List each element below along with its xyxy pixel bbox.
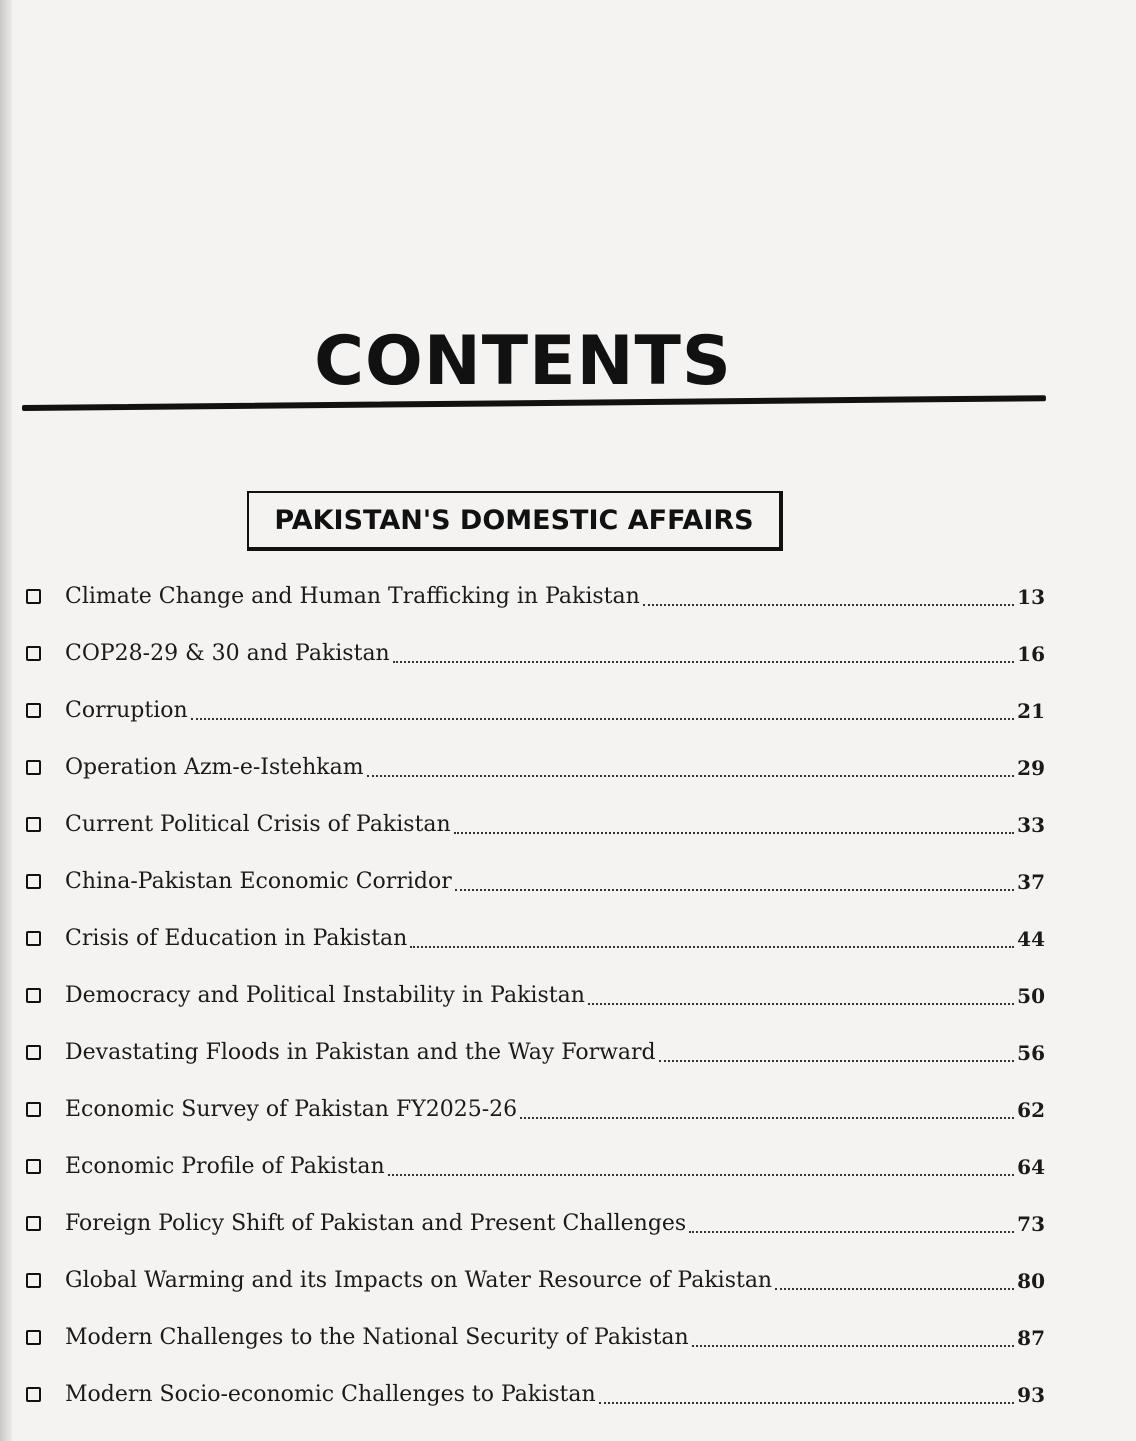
toc-entry-page: 93: [1017, 1382, 1045, 1407]
checkbox-bullet-icon: [26, 817, 41, 832]
toc-entry-page: 87: [1017, 1325, 1045, 1350]
dot-leader: [588, 1003, 1014, 1005]
checkbox-bullet-icon: [26, 589, 41, 604]
toc-entry-page: 33: [1017, 812, 1045, 837]
toc-entry[interactable]: [20, 568, 1045, 625]
dot-leader: [388, 1174, 1015, 1176]
section-heading-label: PAKISTAN'S DOMESTIC AFFAIRS: [274, 504, 754, 536]
checkbox-bullet-icon: [26, 1216, 41, 1231]
toc-entry-title: Democracy and Political Instability in Pakistan: [65, 983, 585, 1008]
toc-entry[interactable]: [20, 1138, 1045, 1195]
checkbox-bullet-icon: [26, 1273, 41, 1288]
toc-entry[interactable]: [20, 625, 1045, 682]
dot-leader: [410, 946, 1014, 948]
checkbox-bullet-icon: [26, 874, 41, 889]
dot-leader: [520, 1117, 1014, 1119]
page-edge: [0, 0, 12, 1441]
toc-entry-title: Global Warming and its Impacts on Water Resource of Pakistan: [65, 1268, 773, 1293]
table-of-contents: [20, 568, 1045, 1423]
section-heading: [247, 491, 783, 551]
toc-entry-page: 21: [1017, 698, 1045, 723]
checkbox-bullet-icon: [26, 931, 41, 946]
checkbox-bullet-icon: [26, 703, 41, 718]
checkbox-bullet-icon: [26, 1045, 41, 1060]
toc-entry-page: 29: [1017, 755, 1045, 780]
toc-entry[interactable]: [20, 1252, 1045, 1309]
dot-leader: [692, 1345, 1014, 1347]
checkbox-bullet-icon: [26, 760, 41, 775]
checkbox-bullet-icon: [26, 1159, 41, 1174]
dot-leader: [191, 718, 1015, 720]
toc-entry[interactable]: [20, 1024, 1045, 1081]
dot-leader: [455, 889, 1014, 891]
toc-entry-page: 50: [1017, 983, 1045, 1008]
toc-entry[interactable]: [20, 796, 1045, 853]
dot-leader: [659, 1060, 1015, 1062]
toc-entry-title: Modern Challenges to the National Security of Pakistan: [65, 1325, 689, 1350]
dot-leader: [367, 775, 1015, 777]
dot-leader: [454, 832, 1014, 834]
toc-entry[interactable]: [20, 1195, 1045, 1252]
toc-entry-title: Modern Socio-economic Challenges to Pakistan: [65, 1382, 596, 1407]
toc-entry[interactable]: [20, 1081, 1045, 1138]
toc-entry-title: COP28-29 & 30 and Pakistan: [65, 641, 390, 666]
toc-entry-title: Crisis of Education in Pakistan: [65, 926, 408, 951]
toc-entry-page: 13: [1017, 584, 1045, 609]
dot-leader: [689, 1231, 1014, 1233]
toc-entry-title: Foreign Policy Shift of Pakistan and Present Challenges: [65, 1211, 687, 1236]
toc-entry[interactable]: [20, 739, 1045, 796]
toc-entry-title: Economic Survey of Pakistan FY2025-26: [65, 1097, 518, 1122]
toc-entry-title: Devastating Floods in Pakistan and the Way Forward: [65, 1040, 656, 1065]
toc-entry-page: 56: [1017, 1040, 1045, 1065]
toc-entry-page: 64: [1017, 1154, 1045, 1179]
toc-entry-title: Climate Change and Human Trafficking in Pakistan: [65, 584, 640, 609]
toc-entry-title: Corruption: [65, 698, 188, 723]
toc-entry-page: 62: [1017, 1097, 1045, 1122]
toc-entry-page: 80: [1017, 1268, 1045, 1293]
toc-entry-page: 37: [1017, 869, 1045, 894]
toc-entry[interactable]: [20, 682, 1045, 739]
toc-entry-page: 16: [1017, 641, 1045, 666]
checkbox-bullet-icon: [26, 1330, 41, 1345]
toc-entry[interactable]: [20, 1366, 1045, 1423]
dot-leader: [643, 604, 1014, 606]
toc-entry[interactable]: [20, 910, 1045, 967]
toc-entry[interactable]: [20, 853, 1045, 910]
toc-entry-title: China-Pakistan Economic Corridor: [65, 869, 452, 894]
dot-leader: [775, 1288, 1014, 1290]
toc-entry-page: 73: [1017, 1211, 1045, 1236]
dot-leader: [599, 1402, 1014, 1404]
toc-entry[interactable]: [20, 967, 1045, 1024]
dot-leader: [393, 661, 1014, 663]
toc-entry-page: 44: [1017, 926, 1045, 951]
page-title: CONTENTS: [314, 322, 732, 401]
checkbox-bullet-icon: [26, 646, 41, 661]
toc-entry-title: Operation Azm-e-Istehkam: [65, 755, 364, 780]
checkbox-bullet-icon: [26, 1387, 41, 1402]
checkbox-bullet-icon: [26, 988, 41, 1003]
toc-entry-title: Current Political Crisis of Pakistan: [65, 812, 451, 837]
checkbox-bullet-icon: [26, 1102, 41, 1117]
toc-entry[interactable]: [20, 1309, 1045, 1366]
toc-entry-title: Economic Profile of Pakistan: [65, 1154, 385, 1179]
